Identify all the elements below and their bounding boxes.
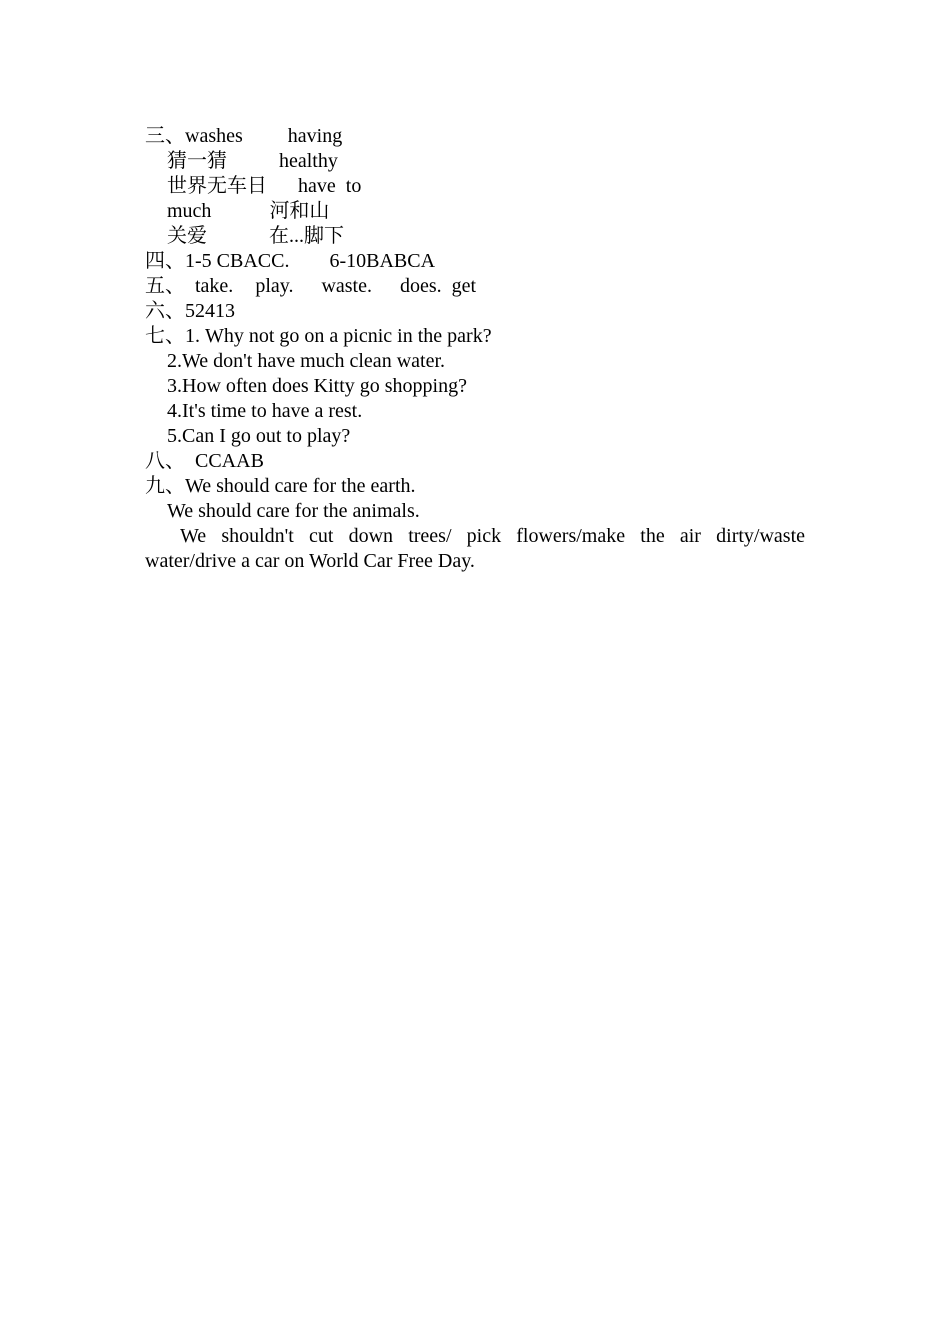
section-8-label: 八、 bbox=[145, 450, 185, 472]
section-3-row-5 bbox=[167, 224, 344, 249]
answer-car-free-day: 世界无车日 bbox=[167, 175, 267, 197]
section-5-label: 五、 bbox=[145, 275, 185, 297]
section-8-answer: CCAAB bbox=[195, 450, 264, 472]
section-7-item-3: 3.How often does Kitty go shopping? bbox=[167, 375, 467, 397]
answer-guess: 猜一猜 bbox=[167, 150, 227, 172]
section-4-answer-2: 6-10BABCA bbox=[329, 250, 436, 272]
section-8 bbox=[145, 449, 264, 474]
section-9-paragraph: We shouldn't cut down trees/ pick flowers/make the air dirty/waste water/drive a car on World Car Free Day. bbox=[145, 525, 805, 572]
section-3-row-3 bbox=[167, 174, 361, 199]
section-9-label: 九、 bbox=[145, 475, 185, 497]
section-7-sentence: 1. Why not go on a picnic in the park? bbox=[185, 325, 492, 347]
answer-having: having bbox=[287, 125, 343, 147]
section-9-sentence: We should care for the earth. bbox=[185, 475, 416, 497]
answer-care: 关爱 bbox=[167, 225, 207, 247]
answer-at-the-foot: 在...脚下 bbox=[269, 225, 344, 247]
section-4 bbox=[145, 249, 435, 274]
answer-healthy: healthy bbox=[279, 150, 338, 172]
answer-have: have bbox=[298, 175, 336, 197]
section-5-word: play. bbox=[255, 275, 294, 297]
section-3-row-2 bbox=[167, 149, 338, 174]
section-7-item-1 bbox=[145, 324, 492, 349]
answer-much: much bbox=[167, 200, 212, 222]
section-3-label: 三、 bbox=[145, 125, 185, 147]
section-9-line-1 bbox=[145, 474, 416, 499]
section-9-line-2: We should care for the animals. bbox=[167, 500, 420, 522]
section-6-answer: 52413 bbox=[185, 300, 235, 322]
section-7-label: 七、 bbox=[145, 325, 185, 347]
section-4-label: 四、 bbox=[145, 250, 185, 272]
answer-washes: washes bbox=[185, 125, 243, 147]
section-5-word: get bbox=[451, 275, 477, 297]
answer-to: to bbox=[345, 175, 362, 197]
section-7-item-4: 4.It's time to have a rest. bbox=[167, 400, 363, 422]
answer-rivers-mountains: 河和山 bbox=[269, 200, 330, 222]
section-5-word: does. bbox=[400, 275, 442, 297]
section-4-answer-1: 1-5 CBACC. bbox=[185, 250, 290, 272]
section-5-word: waste. bbox=[321, 275, 372, 297]
section-7-item-5: 5.Can I go out to play? bbox=[167, 425, 351, 447]
section-6-label: 六、 bbox=[145, 300, 185, 322]
section-5 bbox=[145, 274, 476, 299]
section-7-item-2: 2.We don't have much clean water. bbox=[167, 350, 445, 372]
section-3-row-1 bbox=[145, 124, 342, 149]
section-3-row-4 bbox=[167, 199, 329, 224]
section-6 bbox=[145, 299, 235, 324]
section-5-word: take. bbox=[195, 275, 234, 297]
